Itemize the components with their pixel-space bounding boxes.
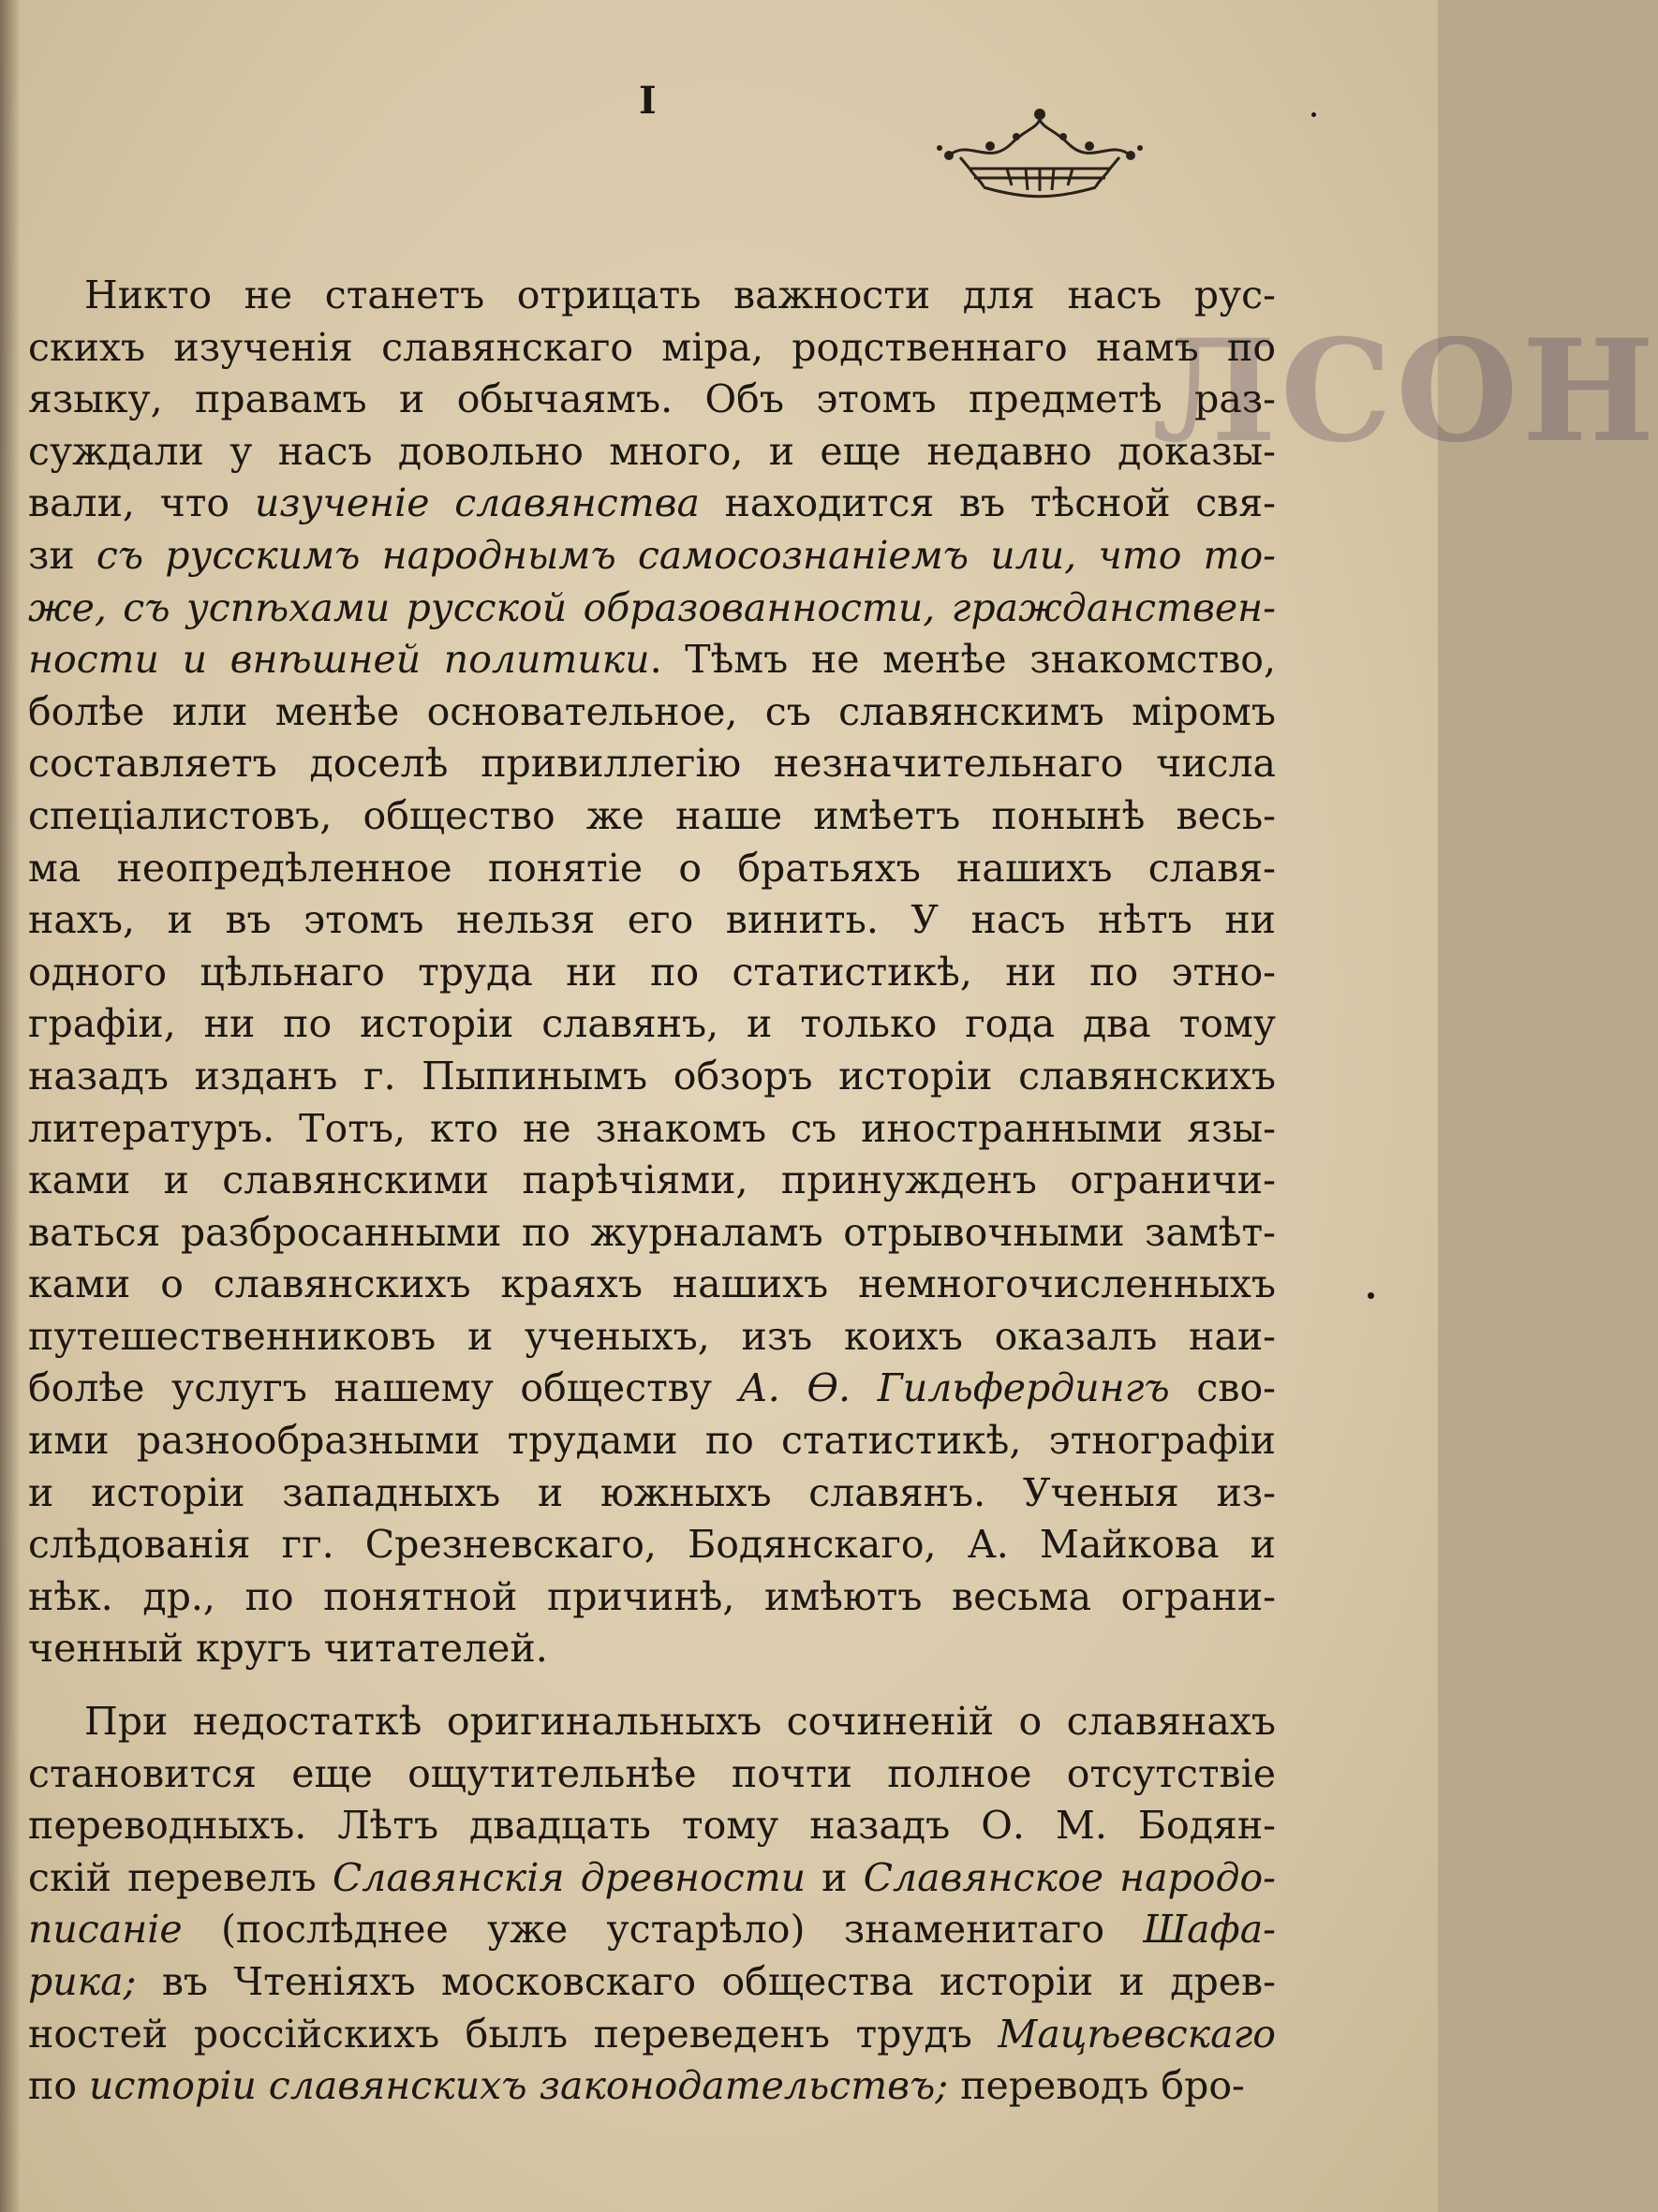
- text-run: ностей россійскихъ былъ переведенъ трудъ: [28, 2011, 999, 2057]
- text-line: [28, 843, 1276, 895]
- text-run: нахъ, и въ этомъ нельзя его винить. У насъ нѣтъ ни: [28, 897, 1276, 943]
- text-line: [28, 1363, 1276, 1415]
- text-run: путешественниковъ и ученыхъ, изъ коихъ оказалъ наи-: [28, 1313, 1276, 1359]
- text-run: и исторіи западныхъ и южныхъ славянъ. Ученыя из-: [28, 1469, 1276, 1515]
- text-line: [28, 790, 1276, 843]
- text-line: [28, 1103, 1276, 1156]
- text-line: [28, 634, 1276, 686]
- text-line: [28, 1904, 1276, 1956]
- text-line: [28, 894, 1276, 947]
- library-stamp: ЛСОН: [1152, 309, 1658, 474]
- text-run: зи: [28, 532, 96, 578]
- text-line: [28, 1155, 1276, 1207]
- italic-text: же, съ успѣхами русской образованности, гражданствен-: [28, 584, 1276, 630]
- italic-text: изученіе славянства: [254, 480, 700, 526]
- text-line: [28, 1207, 1276, 1260]
- ink-spot: [1368, 1292, 1374, 1299]
- text-run: нѣк. др., по понятной причинѣ, имѣютъ весьма ограни-: [28, 1573, 1276, 1619]
- text-line: [28, 1311, 1276, 1364]
- text-line: [28, 322, 1276, 375]
- italic-text: А. Ѳ. Гильфердингъ: [738, 1365, 1170, 1411]
- text-run: одного цѣльнаго труда ни по статистикѣ, ни по этно-: [28, 949, 1276, 995]
- text-run: скихъ изученія славянскаго міра, родственнаго намъ по: [28, 324, 1276, 370]
- text-run: въ Чтеніяхъ московскаго общества исторіи и древ-: [136, 1959, 1276, 2004]
- text-run: ваться разбросанными по журналамъ отрывочными замѣт-: [28, 1209, 1276, 1255]
- text-line: [28, 270, 1276, 322]
- text-line: [28, 374, 1276, 426]
- text-run: ками и славянскими парѣчіями, принужденъ ограничи-: [28, 1158, 1276, 1203]
- text-run: и: [806, 1854, 864, 1900]
- body-text: [28, 270, 1276, 2113]
- text-line: [28, 1259, 1276, 1311]
- text-run: . Тѣмъ не менѣе знакомство,: [649, 637, 1276, 683]
- text-run: переводныхъ. Лѣтъ двадцать тому назадъ О. М. Бодян-: [28, 1803, 1276, 1849]
- text-run: становится еще ощутительнѣе почти полное отсутствіе: [28, 1750, 1276, 1796]
- text-run: графіи, ни по исторіи славянъ, и только года два тому: [28, 1001, 1276, 1047]
- text-run: (послѣднее уже устарѣло) знаменитаго: [182, 1907, 1144, 1953]
- text-run: переводъ бро-: [948, 2063, 1245, 2109]
- text-run: скій перевелъ: [28, 1854, 333, 1900]
- italic-text: ности и внѣшней политики: [28, 637, 650, 683]
- text-line: [28, 738, 1276, 790]
- text-line: [28, 1051, 1276, 1103]
- ink-spot: [1311, 112, 1316, 117]
- text-run: спеціалистовъ, общество же наше имѣетъ понынѣ весь-: [28, 792, 1276, 838]
- italic-text: съ русскимъ народнымъ самосознаніемъ или, что то-: [96, 532, 1276, 578]
- text-line: [28, 1467, 1276, 1520]
- text-line: [28, 1623, 1276, 1675]
- text-run: слѣдованія гг. Срезневскаго, Бодянскаго, А. Майкова и: [28, 1522, 1276, 1568]
- text-run: находится въ тѣсной свя-: [699, 480, 1276, 526]
- text-line: [28, 1852, 1276, 1905]
- text-run: суждали у насъ довольно много, и еще недавно доказы-: [28, 428, 1276, 474]
- text-run: языку, правамъ и обычаямъ. Объ этомъ предметѣ раз-: [28, 376, 1276, 422]
- text-line: [28, 1415, 1276, 1467]
- text-run: Никто не станетъ отрицать важности для насъ рус-: [84, 273, 1276, 317]
- text-line: [28, 1956, 1276, 2009]
- italic-text: Славянское народо-: [863, 1854, 1277, 1900]
- text-line: [28, 478, 1276, 530]
- text-run: назадъ изданъ г. Пыпинымъ обзоръ исторіи славянскихъ: [28, 1053, 1276, 1099]
- text-line: [28, 582, 1276, 635]
- italic-text: писаніе: [28, 1907, 183, 1953]
- italic-text: рика;: [28, 1959, 137, 2004]
- paragraph-2: [28, 1696, 1276, 2113]
- text-line: [28, 1748, 1276, 1801]
- text-line: [28, 1696, 1276, 1748]
- text-run: ма неопредѣленное понятіе о братьяхъ нашихъ славя-: [28, 845, 1276, 891]
- italic-text: Шафа-: [1143, 1907, 1276, 1953]
- text-run: При недостаткѣ оригинальныхъ сочиненій о славянахъ: [84, 1699, 1276, 1745]
- text-run: ченный кругъ читателей.: [28, 1626, 548, 1672]
- text-line: [28, 1519, 1276, 1571]
- italic-text: Славянскія древности: [332, 1854, 806, 1900]
- text-line: [28, 1800, 1276, 1852]
- italic-text: исторіи славянскихъ законодательствъ;: [89, 2063, 949, 2109]
- text-run: ими разнообразными трудами по статистикѣ, этнографіи: [28, 1418, 1276, 1464]
- text-run: составляетъ доселѣ привиллегію незначительнаго числа: [28, 741, 1276, 787]
- text-run: литературъ. Тотъ, кто не знакомъ съ иностранными язы-: [28, 1105, 1276, 1151]
- text-run: по: [28, 2063, 90, 2109]
- text-run: ками о славянскихъ краяхъ нашихъ немногочисленныхъ: [28, 1261, 1276, 1307]
- text-line: [28, 947, 1276, 999]
- paragraph-1: [28, 270, 1276, 1675]
- binding-shadow: [0, 0, 21, 2212]
- text-run: болѣе услугъ нашему обществу: [28, 1365, 739, 1411]
- text-line: [28, 1571, 1276, 1624]
- text-line: [28, 2009, 1276, 2061]
- text-line: [28, 530, 1276, 582]
- text-run: вали, что: [28, 480, 255, 526]
- text-run: болѣе или менѣе основательное, съ славянскимъ міромъ: [28, 688, 1276, 734]
- text-line: [28, 2060, 1276, 2113]
- page-number: I: [639, 79, 657, 123]
- text-line: [28, 686, 1276, 739]
- crown-icon: [932, 101, 1147, 206]
- text-run: сво-: [1169, 1365, 1276, 1411]
- italic-text: Мацѣевскаго: [998, 2011, 1276, 2057]
- text-line: [28, 426, 1276, 479]
- text-line: [28, 998, 1276, 1051]
